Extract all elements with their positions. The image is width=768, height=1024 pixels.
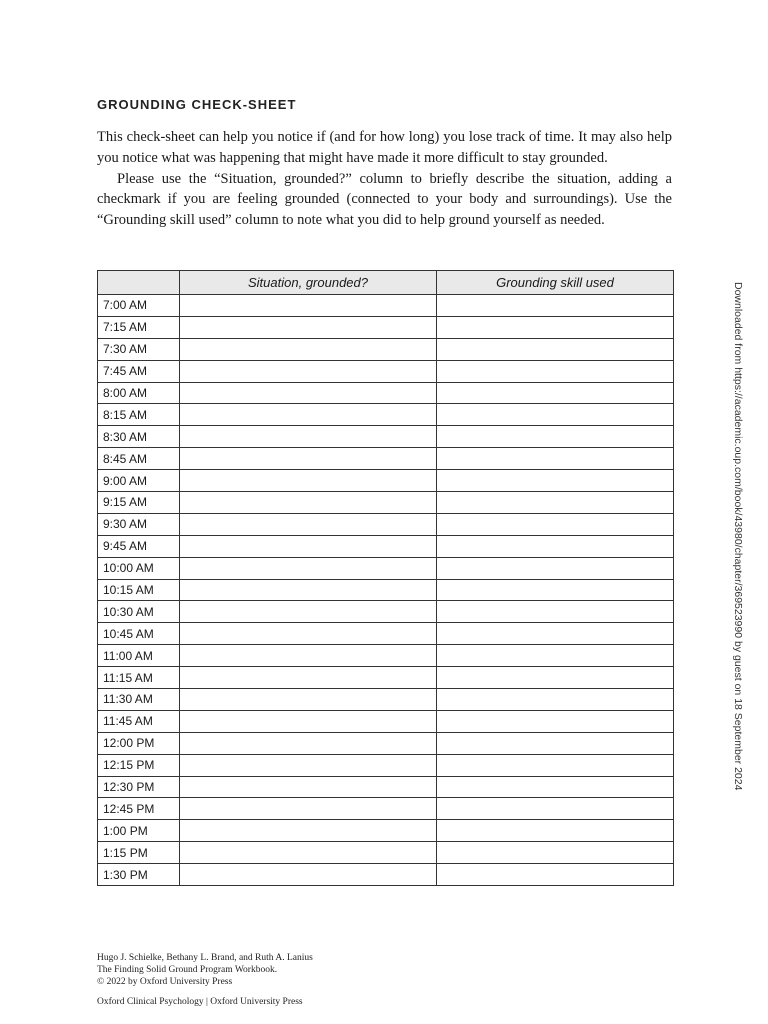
time-cell: 12:45 PM bbox=[98, 798, 180, 820]
skill-cell[interactable] bbox=[437, 864, 674, 886]
situation-cell[interactable] bbox=[180, 601, 437, 623]
situation-cell[interactable] bbox=[180, 316, 437, 338]
table-row bbox=[98, 295, 674, 317]
time-cell: 12:15 PM bbox=[98, 754, 180, 776]
table-row bbox=[98, 382, 674, 404]
situation-cell[interactable] bbox=[180, 645, 437, 667]
skill-cell[interactable] bbox=[437, 623, 674, 645]
time-cell: 11:00 AM bbox=[98, 645, 180, 667]
time-cell: 8:45 AM bbox=[98, 448, 180, 470]
situation-cell[interactable] bbox=[180, 360, 437, 382]
time-cell: 8:30 AM bbox=[98, 426, 180, 448]
table-row bbox=[98, 689, 674, 711]
situation-cell[interactable] bbox=[180, 404, 437, 426]
time-cell: 8:15 AM bbox=[98, 404, 180, 426]
situation-cell[interactable] bbox=[180, 776, 437, 798]
skill-cell[interactable] bbox=[437, 448, 674, 470]
skill-column-header: Grounding skill used bbox=[437, 271, 674, 295]
table-row bbox=[98, 623, 674, 645]
skill-cell[interactable] bbox=[437, 426, 674, 448]
table-row bbox=[98, 776, 674, 798]
intro-text bbox=[97, 127, 672, 231]
time-cell: 1:30 PM bbox=[98, 864, 180, 886]
skill-cell[interactable] bbox=[437, 710, 674, 732]
table-body bbox=[98, 295, 674, 886]
time-cell: 7:30 AM bbox=[98, 338, 180, 360]
situation-cell[interactable] bbox=[180, 513, 437, 535]
skill-cell[interactable] bbox=[437, 338, 674, 360]
table-row bbox=[98, 601, 674, 623]
situation-cell[interactable] bbox=[180, 448, 437, 470]
time-cell: 1:15 PM bbox=[98, 842, 180, 864]
table-row bbox=[98, 404, 674, 426]
footer-copyright: © 2022 by Oxford University Press bbox=[97, 977, 233, 987]
table-row bbox=[98, 448, 674, 470]
table-row bbox=[98, 798, 674, 820]
time-cell: 9:00 AM bbox=[98, 470, 180, 492]
skill-cell[interactable] bbox=[437, 798, 674, 820]
situation-cell[interactable] bbox=[180, 689, 437, 711]
intro-paragraph-1: This check-sheet can help you notice if (and for how long) you lose track of time. It may also help you notice what was happening that might have made it more difficult to stay grounded. bbox=[97, 129, 672, 166]
skill-cell[interactable] bbox=[437, 754, 674, 776]
situation-cell[interactable] bbox=[180, 338, 437, 360]
download-watermark-text: Downloaded from https://academic.oup.com/book/43980/chapter/369523990 by guest on 18 September 2024 bbox=[732, 282, 744, 791]
situation-cell[interactable] bbox=[180, 754, 437, 776]
table-row bbox=[98, 316, 674, 338]
table-row bbox=[98, 667, 674, 689]
time-cell: 9:30 AM bbox=[98, 513, 180, 535]
skill-cell[interactable] bbox=[437, 601, 674, 623]
situation-cell[interactable] bbox=[180, 492, 437, 514]
time-cell: 1:00 PM bbox=[98, 820, 180, 842]
footer-publisher: Oxford Clinical Psychology | Oxford University Press bbox=[97, 997, 303, 1007]
table-row bbox=[98, 579, 674, 601]
time-cell: 11:45 AM bbox=[98, 710, 180, 732]
situation-column-header: Situation, grounded? bbox=[180, 271, 437, 295]
table-row bbox=[98, 426, 674, 448]
skill-cell[interactable] bbox=[437, 820, 674, 842]
skill-cell[interactable] bbox=[437, 295, 674, 317]
time-cell: 10:00 AM bbox=[98, 557, 180, 579]
time-cell: 10:45 AM bbox=[98, 623, 180, 645]
skill-cell[interactable] bbox=[437, 492, 674, 514]
skill-cell[interactable] bbox=[437, 316, 674, 338]
skill-cell[interactable] bbox=[437, 470, 674, 492]
page-title: GROUNDING CHECK-SHEET bbox=[97, 97, 297, 112]
table-row bbox=[98, 754, 674, 776]
situation-cell[interactable] bbox=[180, 623, 437, 645]
table-row bbox=[98, 732, 674, 754]
skill-cell[interactable] bbox=[437, 557, 674, 579]
skill-cell[interactable] bbox=[437, 667, 674, 689]
table-row bbox=[98, 470, 674, 492]
situation-cell[interactable] bbox=[180, 820, 437, 842]
time-cell: 11:15 AM bbox=[98, 667, 180, 689]
time-cell: 8:00 AM bbox=[98, 382, 180, 404]
time-cell: 9:45 AM bbox=[98, 535, 180, 557]
time-cell: 9:15 AM bbox=[98, 492, 180, 514]
situation-cell[interactable] bbox=[180, 667, 437, 689]
situation-cell[interactable] bbox=[180, 864, 437, 886]
table-row bbox=[98, 513, 674, 535]
table-row bbox=[98, 535, 674, 557]
skill-cell[interactable] bbox=[437, 579, 674, 601]
time-cell: 10:15 AM bbox=[98, 579, 180, 601]
situation-cell[interactable] bbox=[180, 710, 437, 732]
skill-cell[interactable] bbox=[437, 842, 674, 864]
table-row bbox=[98, 492, 674, 514]
skill-cell[interactable] bbox=[437, 360, 674, 382]
situation-cell[interactable] bbox=[180, 557, 437, 579]
time-cell: 7:00 AM bbox=[98, 295, 180, 317]
footer bbox=[97, 952, 313, 1008]
situation-cell[interactable] bbox=[180, 426, 437, 448]
time-cell: 12:30 PM bbox=[98, 776, 180, 798]
intro-paragraph-2: Please use the “Situation, grounded?” column to briefly describe the situation, adding a checkmark if you are feeling grounded (connected to your body and surroundings). Use the “Grounding skill used” column to note what you did to help ground yourself as needed. bbox=[97, 170, 672, 229]
situation-cell[interactable] bbox=[180, 732, 437, 754]
situation-cell[interactable] bbox=[180, 535, 437, 557]
skill-cell[interactable] bbox=[437, 382, 674, 404]
footer-book-title: The Finding Solid Ground Program Workbook. bbox=[97, 965, 278, 975]
situation-cell[interactable] bbox=[180, 842, 437, 864]
skill-cell[interactable] bbox=[437, 404, 674, 426]
table-row bbox=[98, 645, 674, 667]
skill-cell[interactable] bbox=[437, 645, 674, 667]
footer-authors: Hugo J. Schielke, Bethany L. Brand, and Ruth A. Lanius bbox=[97, 953, 313, 963]
table-row bbox=[98, 360, 674, 382]
skill-cell[interactable] bbox=[437, 732, 674, 754]
table-row bbox=[98, 864, 674, 886]
table-row bbox=[98, 338, 674, 360]
situation-cell[interactable] bbox=[180, 295, 437, 317]
skill-cell[interactable] bbox=[437, 689, 674, 711]
table-row bbox=[98, 820, 674, 842]
table-header-row bbox=[98, 271, 674, 295]
situation-cell[interactable] bbox=[180, 382, 437, 404]
time-cell: 7:45 AM bbox=[98, 360, 180, 382]
situation-cell[interactable] bbox=[180, 579, 437, 601]
time-cell: 10:30 AM bbox=[98, 601, 180, 623]
check-sheet-table bbox=[97, 270, 674, 886]
situation-cell[interactable] bbox=[180, 470, 437, 492]
situation-cell[interactable] bbox=[180, 798, 437, 820]
time-cell: 11:30 AM bbox=[98, 689, 180, 711]
table-row bbox=[98, 842, 674, 864]
time-cell: 12:00 PM bbox=[98, 732, 180, 754]
table-row bbox=[98, 710, 674, 732]
skill-cell[interactable] bbox=[437, 776, 674, 798]
time-column-header bbox=[98, 271, 180, 295]
table-row bbox=[98, 557, 674, 579]
skill-cell[interactable] bbox=[437, 535, 674, 557]
time-cell: 7:15 AM bbox=[98, 316, 180, 338]
skill-cell[interactable] bbox=[437, 513, 674, 535]
